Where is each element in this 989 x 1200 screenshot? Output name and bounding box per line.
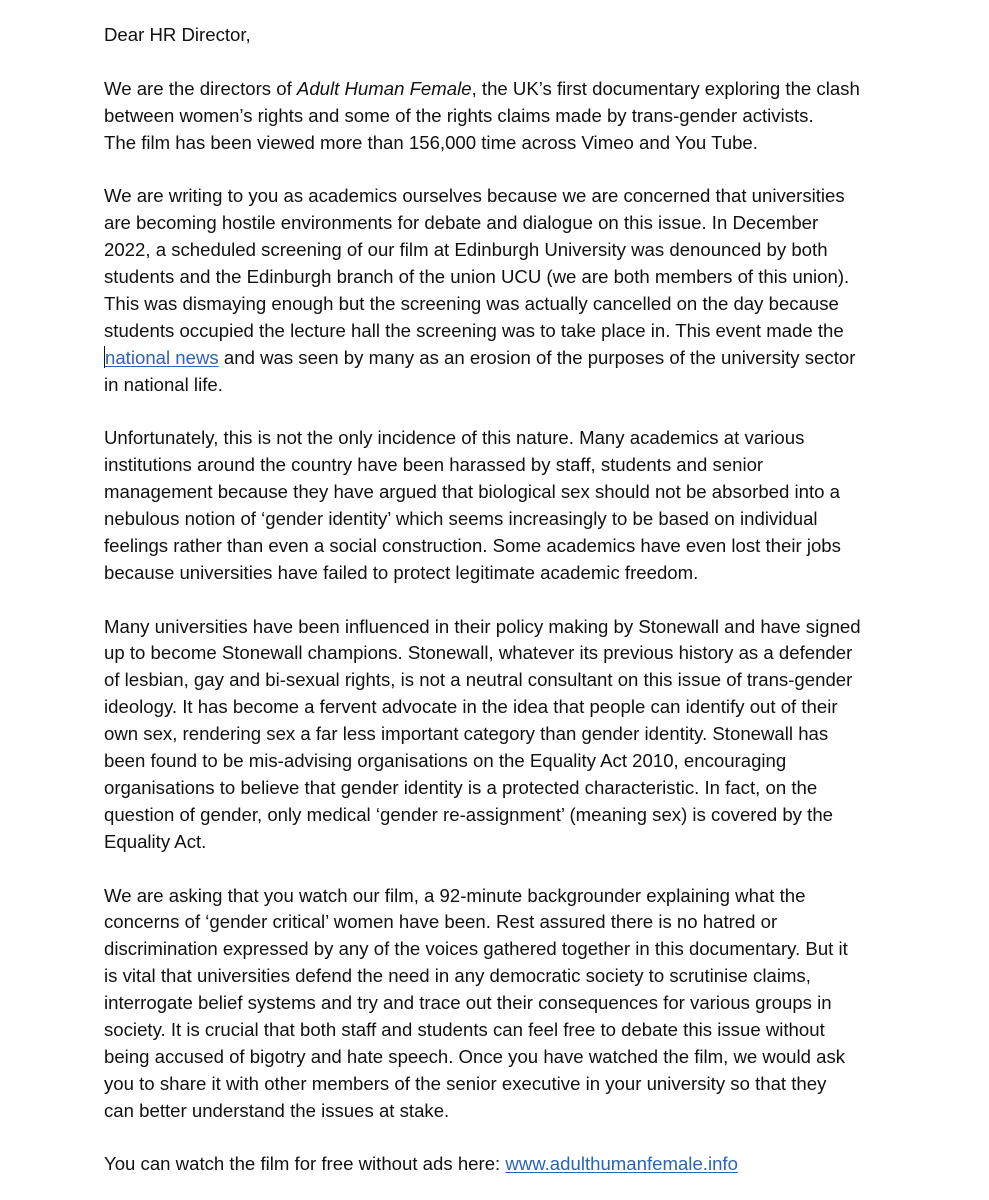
text-run: and was seen by many as an erosion of the purposes of the university sector [218, 346, 856, 368]
text-line: discrimination expressed by any of the voices gathered together in this documentary. But it [104, 938, 848, 960]
paragraph-stonewall [104, 614, 934, 856]
text-line: management because they have argued that biological sex should not be absorbed into a [104, 481, 840, 503]
text-line: 2022, a scheduled screening of our film at Edinburgh University was denounced by both [104, 239, 828, 261]
paragraph-watch [104, 1151, 934, 1178]
text-line: institutions around the country have been harassed by staff, students and senior [104, 454, 764, 476]
text-line: being accused of bigotry and hate speech. Once you have watched the film, we would ask [104, 1045, 846, 1067]
text-line: students occupied the lecture hall the screening was to take place in. This event made the [104, 319, 844, 341]
film-title: Adult Human Female [296, 77, 472, 99]
text-line: The film has been viewed more than 156,000 time across Vimeo and You Tube. [104, 131, 758, 153]
text-line: Many universities have been influenced in their policy making by Stonewall and have signed [104, 615, 861, 637]
text-line: society. It is crucial that both staff and students can feel free to debate this issue without [104, 1018, 825, 1040]
paragraph-gap [104, 856, 934, 883]
letter-body [104, 22, 934, 1178]
text-line: We are asking that you watch our film, a 92-minute backgrounder explaining what the [104, 884, 806, 906]
salutation: Dear HR Director, [104, 24, 251, 45]
text-line: Unfortunately, this is not the only incidence of this nature. Many academics at various [104, 427, 805, 449]
paragraph-gap [104, 398, 934, 425]
paragraph-request [104, 883, 934, 1125]
paragraph-gap [104, 156, 934, 183]
text-line: can better understand the issues at stake. [104, 1099, 450, 1121]
text-line [104, 1151, 934, 1178]
text-line: nebulous notion of ‘gender identity’ which seems increasingly to be based on individual [104, 508, 818, 530]
text-line: between women’s rights and some of the rights claims made by trans-gender activists. [104, 104, 814, 126]
text-line: This was dismaying enough but the screening was actually cancelled on the day because [104, 292, 839, 314]
text-line: you to share it with other members of the senior executive in your university so that they [104, 1072, 827, 1094]
text-line: been found to be mis-advising organisations on the Equality Act 2010, encouraging [104, 750, 787, 772]
paragraph-intro [104, 76, 934, 157]
text-line: Equality Act. [104, 830, 207, 852]
text-line [104, 345, 934, 372]
text-line: in national life. [104, 373, 223, 395]
paragraph-gap [104, 587, 934, 614]
text-line: are becoming hostile environments for debate and dialogue on this issue. In December [104, 212, 819, 234]
text-line: up to become Stonewall champions. Stonewall, whatever its previous history as a defender [104, 642, 853, 664]
text-line: ideology. It has become a fervent advocate in the idea that people can identify out of their [104, 696, 838, 718]
text-line: feelings rather than even a social construction. Some academics have even lost their jobs [104, 534, 841, 556]
text-line: organisations to believe that gender identity is a protected characteristic. In fact, on the [104, 776, 818, 798]
text-line: interrogate belief systems and try and trace out their consequences for various groups in [104, 992, 832, 1014]
text-line: students and the Edinburgh branch of the union UCU (we are both members of this union). [104, 266, 850, 288]
text-line: concerns of ‘gender critical’ women have been. Rest assured there is no hatred or [104, 911, 778, 933]
national-news-link[interactable]: national news [105, 346, 219, 368]
website-link[interactable]: www.adulthumanfemale.info [505, 1153, 738, 1175]
text-run: We are the directors of [104, 77, 297, 99]
text-run: You can watch the film for free without ads here: [104, 1153, 506, 1175]
text-line: of lesbian, gay and bi-sexual rights, is not a neutral consultant on this issue of trans-gender [104, 669, 853, 691]
text-line: is vital that universities defend the need in any democratic society to scrutinise claims, [104, 965, 811, 987]
paragraph-gap [104, 1125, 934, 1152]
paragraph-edinburgh [104, 183, 934, 398]
text-line [104, 76, 934, 103]
paragraph-gap [104, 49, 934, 76]
text-line: own sex, rendering sex a far less important category than gender identity. Stonewall has [104, 723, 829, 745]
paragraph-harassment [104, 425, 934, 586]
text-line: because universities have failed to protect legitimate academic freedom. [104, 561, 699, 583]
text-line: question of gender, only medical ‘gender re-assignment’ (meaning sex) is covered by the [104, 803, 833, 825]
text-run: , the UK’s first documentary exploring the clash [471, 77, 860, 99]
text-line: We are writing to you as academics ourselves because we are concerned that universities [104, 185, 845, 207]
